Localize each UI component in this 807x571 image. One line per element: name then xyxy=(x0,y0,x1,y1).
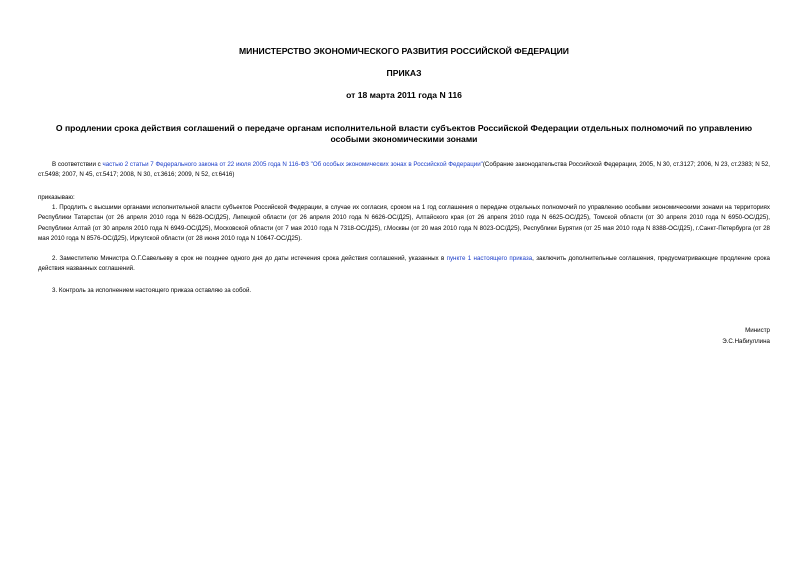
federal-law-link[interactable]: частью 2 статьи 7 Федерального закона от 22 июля 2005 года N 116-ФЗ "Об особых экономических зонах в Российской Федерации" xyxy=(102,161,483,168)
orders-label: приказываю: xyxy=(38,194,75,201)
ministry-heading: МИНИСТЕРСТВО ЭКОНОМИЧЕСКОГО РАЗВИТИЯ РОССИЙСКОЙ ФЕДЕРАЦИИ xyxy=(239,46,569,56)
document-date-number: от 18 марта 2011 года N 116 xyxy=(346,90,462,100)
legal-basis-suffix: (Собрание законодательства Российской Федерации, 2005, N 30, ст.3127; 2006, N 23, ст.2383; N 52, ст.5498; 2007, N 45, ст.5417; 2008, N 30, ст.3616; 2009, N 52, ст.6416) xyxy=(38,161,771,179)
order-item-2-suffix: , заключить дополнительные соглашения, предусматривающие продление срока действия названных соглашений. xyxy=(38,255,770,273)
legal-basis-prefix: В соответствии с xyxy=(52,161,103,168)
order-item-3: 3. Контроль за исполнением настоящего приказа оставляю за собой. xyxy=(52,287,252,294)
item-1-reference-link[interactable]: пункте 1 настоящего приказа xyxy=(446,255,533,262)
document-type-heading: ПРИКАЗ xyxy=(386,68,422,78)
document-title: О продлении срока действия соглашений о передаче органам исполнительной власти субъектов Российской Федерации отдельных полномочий по управлению особыми экономическими зонами xyxy=(55,123,753,144)
signature-name: Э.С.Набиуллина xyxy=(722,338,770,345)
order-item-2-prefix: 2. Заместителю Министра О.Г.Савельеву в срок не позднее одного дня до даты истечения срока действия соглашений, указанных в xyxy=(52,255,447,262)
order-item-2 xyxy=(38,254,770,275)
document-page xyxy=(38,0,770,571)
order-item-1: 1. Продлить с высшими органами исполнительной власти субъектов Российской Федерации, в случае их согласия, сроком на 1 год соглашения о передаче отдельных полномочий по управлению особыми экономическими зонами на территориях Республики Татарстан (от 26 апреля 2010 года N 6628-ОС/Д25), Липецкой области (от 26 апреля 2010 года N 6626-ОС/Д25), Алтайского края (от 26 апреля 2010 года N 6625-ОС/Д25), Томской области (от 30 апреля 2010 года N 6950-ОС/Д25), Республики Алтай (от 30 апреля 2010 года N 6949-ОС/Д25), Московской области (от 7 мая 2010 года N 7318-ОС/Д25), г.Москвы (от 20 мая 2010 года N 8023-ОС/Д25), Республики Бурятия (от 25 мая 2010 года N 8388-ОС/Д25), г.Санкт-Петербурга (от 28 мая 2010 года N 8576-ОС/Д25), Иркутской области (от 28 июня 2010 года N 10647-ОС/Д25). xyxy=(38,204,770,243)
signature-position: Министр xyxy=(745,327,770,334)
legal-basis-paragraph xyxy=(38,160,770,181)
